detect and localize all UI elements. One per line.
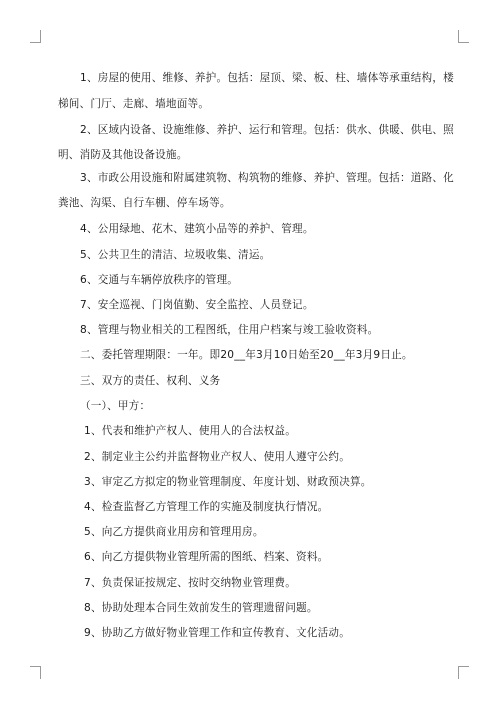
paragraph-line: 二、委托管理期限：一年。即20__年3月10日始至20__年3月9日止。 xyxy=(80,349,413,361)
paragraph-line: 5、公共卫生的清洁、垃圾收集、清运。 xyxy=(80,249,271,261)
section-heading: （一）、甲方： xyxy=(80,400,151,412)
crop-mark-bottom-left xyxy=(30,666,41,679)
paragraph-line: 7、安全巡视、门岗值勤、安全监控、人员登记。 xyxy=(80,299,314,311)
crop-mark-top-right xyxy=(458,30,469,43)
paragraph-line: 明、消防及其他设备设施。 xyxy=(58,149,188,161)
paragraph-line: 5、向乙方提供商业用房和管理用房。 xyxy=(84,526,264,538)
paragraph-line: 6、向乙方提供物业管理所需的图纸、档案、资料。 xyxy=(84,551,329,563)
paragraph-line: 6、交通与车辆停放秩序的管理。 xyxy=(80,274,239,286)
paragraph-line: 粪池、沟渠、自行车棚、停车场等。 xyxy=(58,197,231,209)
paragraph-line: 4、检查监督乙方管理工作的实施及制度执行情况。 xyxy=(84,501,329,513)
paragraph-line: 7、负责保证按规定、按时交纳物业管理费。 xyxy=(84,577,297,589)
paragraph-line: 梯间、门厅、走廊、墙地面等。 xyxy=(58,98,210,110)
paragraph-line: 三、双方的责任、权利、义务 xyxy=(80,375,221,387)
paragraph-line: 1、房屋的使用、维修、养护。包括：屋顶、梁、板、柱、墙体等承重结构，楼 xyxy=(80,72,454,84)
paragraph-line: 2、制定业主公约并监督物业产权人、使用人遵守公约。 xyxy=(84,451,350,463)
crop-mark-top-left xyxy=(30,30,41,43)
paragraph-line: 2、区域内设备、设施维修、养护、运行和管理。包括：供水、供暖、供电、照 xyxy=(80,124,454,136)
crop-mark-bottom-right xyxy=(458,666,469,679)
paragraph-line: 4、公用绿地、花木、建筑小品等的养护、管理。 xyxy=(80,223,314,235)
paragraph-line: 3、审定乙方拟定的物业管理制度、年度计划、财政预决算。 xyxy=(84,476,372,488)
paragraph-line: 8、协助处理本合同生效前发生的管理遗留问题。 xyxy=(84,602,318,614)
paragraph-line: 8、管理与物业相关的工程图纸，住用户档案与竣工验收资料。 xyxy=(80,324,379,336)
paragraph-line: 1、代表和维护产权人、使用人的合法权益。 xyxy=(84,425,297,437)
paragraph-line: 3、市政公用设施和附属建筑物、构筑物的维修、养护、管理。包括：道路、化 xyxy=(80,172,454,184)
paragraph-line: 9、协助乙方做好物业管理工作和宣传教育、文化活动。 xyxy=(84,627,350,639)
